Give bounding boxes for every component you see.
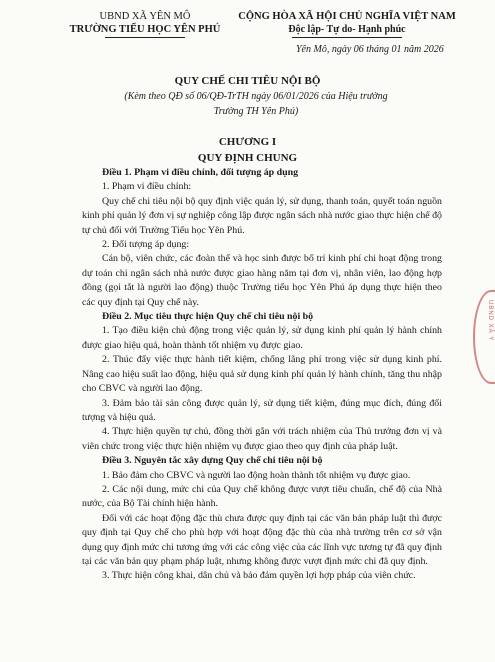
subtitle-line-2: Trường TH Yên Phú) bbox=[213, 106, 299, 117]
article-1-heading: Điều 1. Phạm vi điều chỉnh, đối tượng áp dụng bbox=[102, 167, 299, 178]
header-nation bbox=[232, 10, 462, 38]
paragraph: Đối với các hoạt động đặc thù chưa được quy định tại các văn bản pháp luật thì được quy định tại Quy chế cho phù hợp với hoạt động đặc thù của nhà trường trên cơ sở vận dụng quy định mức chi tương ứng với các công việc của các lĩnh vực tương tự đã quy định tại các văn bản quy phạm pháp luật, nhưng không được vượt định mức chi đã quy định. bbox=[82, 512, 442, 567]
org-line-2: TRƯỜNG TIỂU HỌC YÊN PHÚ bbox=[69, 24, 221, 35]
paragraph: Cán bộ, viên chức, các đoàn thể và học sinh được bố trí kinh phí chi hoạt động trong dự toán chi ngân sách nhà nước được giao hàng năm tại đơn vị, nhân viên, lao động hợp đồng (gọi tắt là người lao động) thuộc Trường tiểu học Yên Phú áp dụng thực hiện theo các quy định tại Quy chế này. bbox=[82, 253, 442, 308]
paragraph: 3. Thực hiện công khai, dân chủ và bảo đảm quyền lợi hợp pháp của viên chức. bbox=[102, 570, 416, 582]
nation-motto: Độc lập- Tự do- Hạnh phúc bbox=[288, 24, 406, 35]
org-line-1: UBND XÃ YÊN MÔ bbox=[99, 11, 191, 22]
paragraph: Quy chế chi tiêu nội bộ quy định việc quản lý, sử dụng, thanh toán, quyết toán nguồn kinh phí quản lý đơn vị sự nghiệp công lập được ngân sách nhà nước giao thực hiện chế độ tự chủ đối với Trường Tiểu học Yên Phú. bbox=[82, 195, 442, 236]
org-underline bbox=[105, 37, 185, 38]
seal-text: UBND XÃ Y bbox=[487, 300, 493, 342]
chapter-heading bbox=[0, 134, 495, 166]
document-subtitle bbox=[106, 89, 406, 119]
document-date: Yên Mô, ngày 06 tháng 01 năm 2026 bbox=[296, 44, 444, 55]
article-3-heading: Điều 3. Nguyên tắc xây dựng Quy chế chi tiêu nội bộ bbox=[102, 455, 323, 467]
paragraph: 2. Các nội dung, mức chi của Quy chế không được vượt tiêu chuẩn, chế độ của Nhà nước, của Bộ Tài chính hiện hành. bbox=[82, 483, 442, 510]
chapter-title: QUY ĐỊNH CHUNG bbox=[197, 152, 298, 164]
nation-title: CỘNG HÒA XÃ HỘI CHỦ NGHĨA VIỆT NAM bbox=[238, 11, 456, 22]
subtitle-line-1: (Kèm theo QĐ số 06/QĐ-TrTH ngày 06/01/2026 của Hiệu trưởng bbox=[124, 91, 388, 102]
header-organization bbox=[60, 10, 230, 38]
paragraph: 1. Phạm vi điều chỉnh: bbox=[102, 181, 192, 193]
chapter-number: CHƯƠNG I bbox=[218, 136, 277, 148]
paragraph: 2. Đối tượng áp dụng: bbox=[102, 239, 190, 251]
paragraph: 3. Đảm bảo tài sản công được quản lý, sử dụng tiết kiệm, đúng mục đích, đúng đối tượng và hiệu quả. bbox=[82, 397, 442, 423]
article-2-heading: Điều 2. Mục tiêu thực hiện Quy chế chi tiêu nội bộ bbox=[102, 311, 314, 323]
paragraph: 1. Bảo đảm cho CBVC và người lao động hoàn thành tốt nhiệm vụ được giao. bbox=[102, 469, 411, 481]
paragraph: 4. Thực hiện quyền tự chủ, đồng thời gắn với trách nhiệm của Thủ trưởng đơn vị và viên chức trong việc thực hiện nhiệm vụ được giao theo quy định của pháp luật. bbox=[82, 426, 442, 452]
motto-underline bbox=[292, 37, 402, 38]
document-title: QUY CHẾ CHI TIÊU NỘI BỘ bbox=[174, 75, 321, 87]
paragraph: 1. Tạo điều kiện chủ động trong việc quản lý, sử dụng kinh phí quản lý hành chính được giao hiệu quả, hoàn thành tốt nhiệm vụ được giao. bbox=[82, 325, 442, 351]
document-body bbox=[82, 166, 442, 584]
paragraph: 2. Thúc đẩy việc thực hành tiết kiệm, chống lãng phí trong việc sử dụng kinh phí. Nâng cao hiệu suất lao động, hiệu quả sử dụng kinh phí quản lý hành chính, tăng thu nhập cho CBVC và người lao động. bbox=[82, 354, 442, 395]
